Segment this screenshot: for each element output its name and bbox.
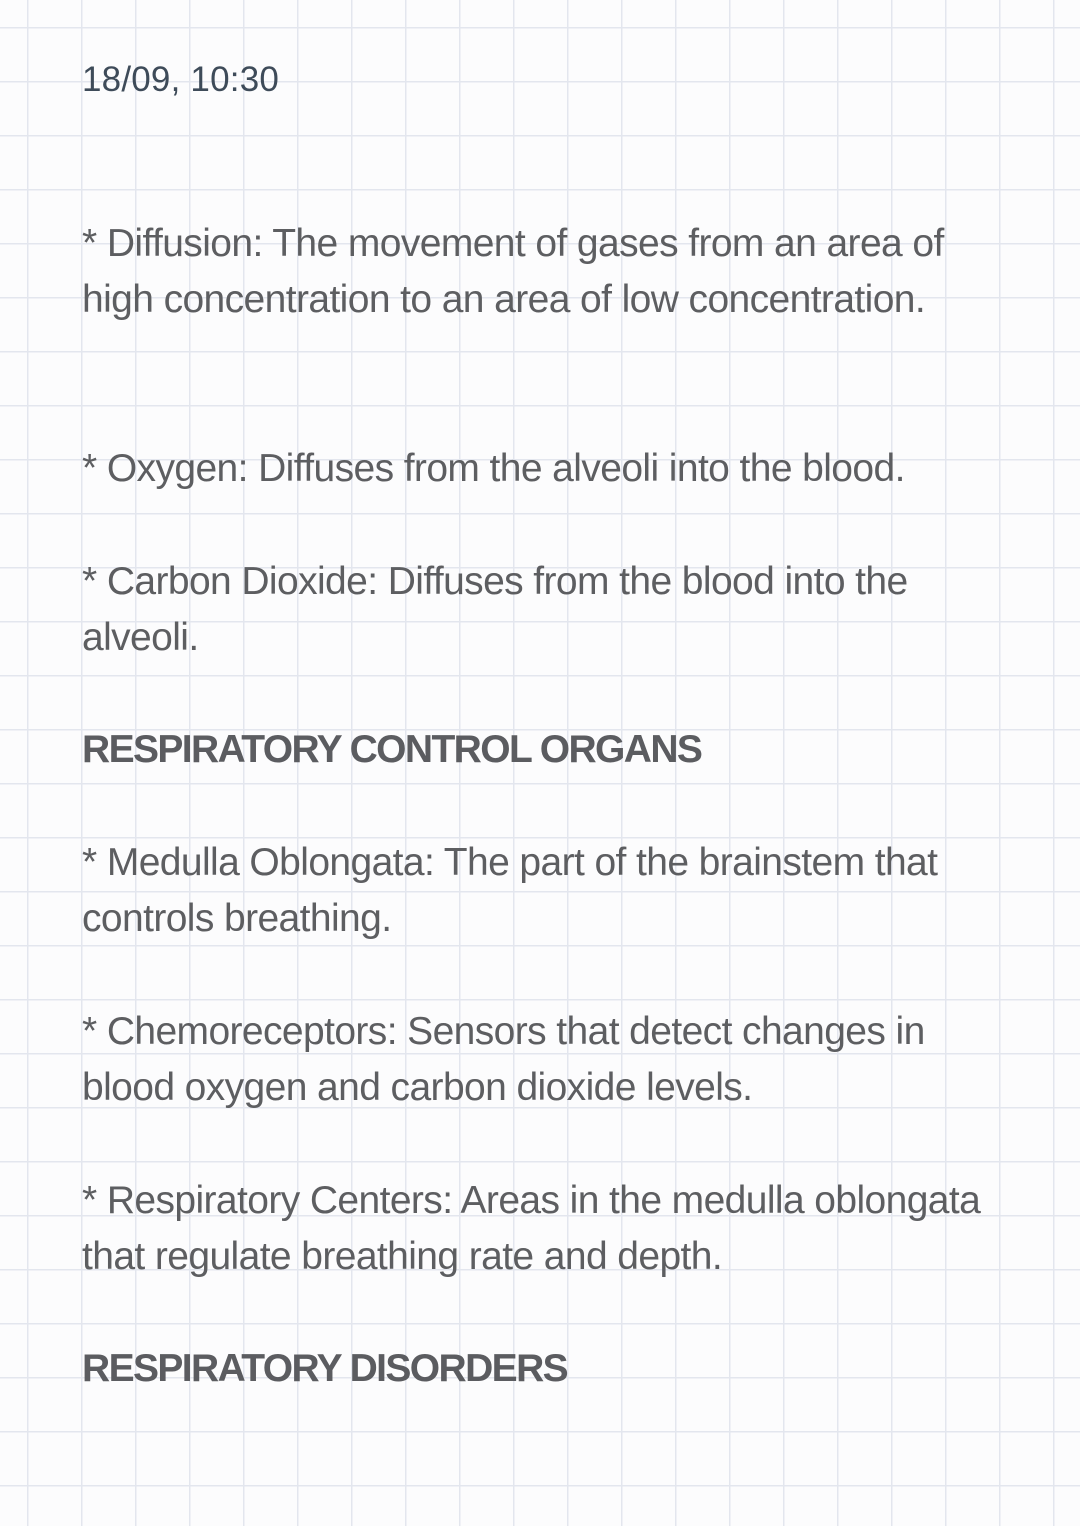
note-timestamp: 18/09, 10:30: [82, 60, 280, 99]
note-paragraph-medulla-oblongata: * Medulla Oblongata: The part of the brainstem that controls breathing.: [82, 841, 938, 940]
note-paragraph-chemoreceptors: * Chemoreceptors: Sensors that detect changes in blood oxygen and carbon dioxide levels.: [82, 1010, 925, 1109]
note-paragraph-oxygen: * Oxygen: Diffuses from the alveoli into the blood.: [82, 447, 905, 490]
section-heading-respiratory-disorders: RESPIRATORY DISORDERS: [82, 1347, 568, 1390]
note-paragraph-respiratory-centers: * Respiratory Centers: Areas in the medulla oblongata that regulate breathing rate and depth.: [82, 1179, 981, 1278]
note-paragraph-diffusion: * Diffusion: The movement of gases from an area of high concentration to an area of low concentration.: [82, 222, 944, 321]
note-paragraph-carbon-dioxide: * Carbon Dioxide: Diffuses from the blood into the alveoli.: [82, 560, 908, 659]
section-heading-respiratory-control-organs: RESPIRATORY CONTROL ORGANS: [82, 728, 702, 771]
